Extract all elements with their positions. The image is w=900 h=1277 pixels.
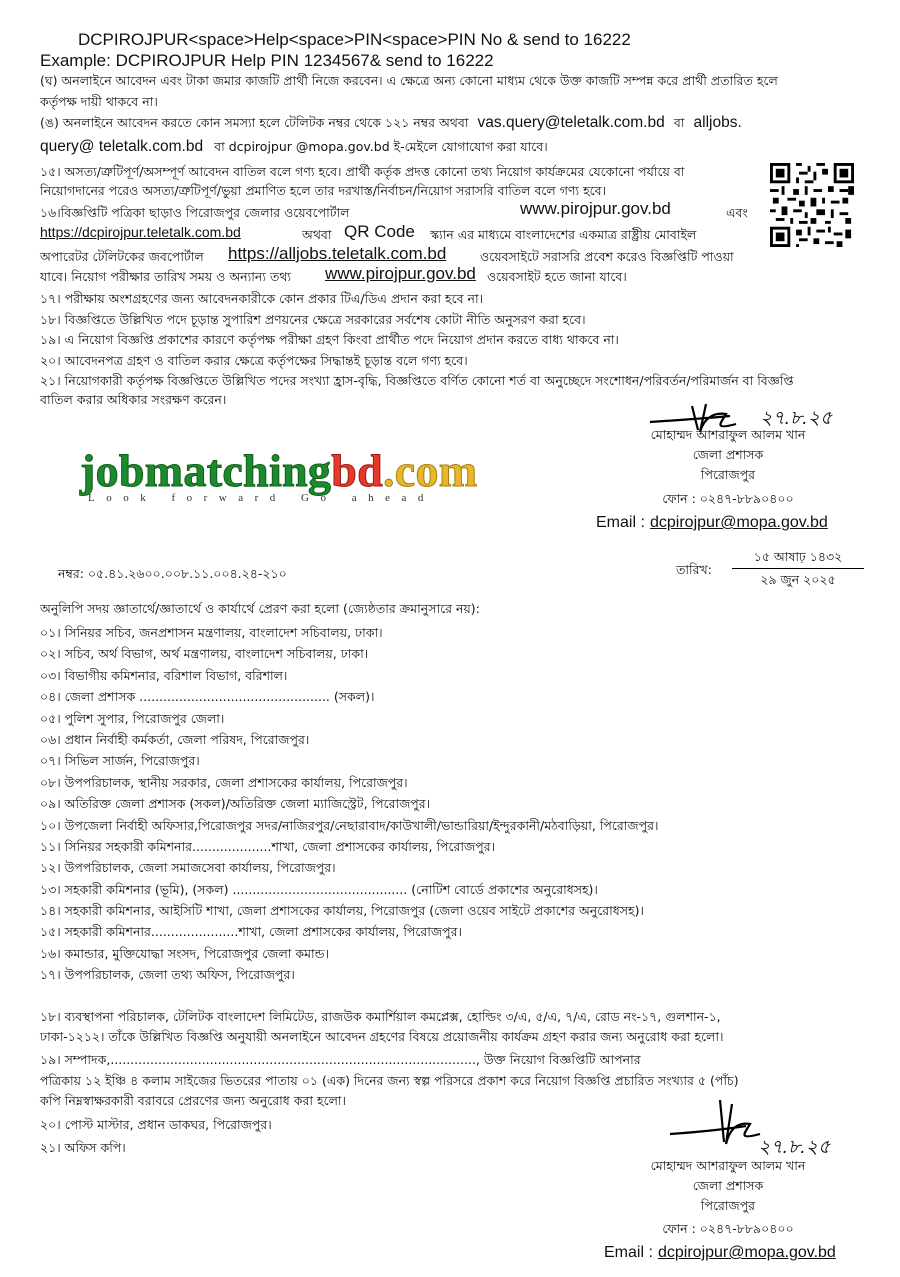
signatory-title: জেলা প্রশাসক [692, 447, 764, 462]
dc-email-link-2[interactable]: dcpirojpur@mopa.gov.bd [658, 1244, 836, 1261]
alljobs-email-part1[interactable]: alljobs. [693, 114, 742, 131]
signatory-name: মোহাম্মদ আশরাফুল আলম খান [650, 427, 806, 442]
cc-item-10: ১০। উপজেলা নির্বাহী অফিসার,পিরোজপুর সদর/নাজিরপুর/নেছারাবাদ/কাউখালী/ভান্ডারিয়া/ইন্দুরকানী/মঠবাড়িয়া, পিরোজপুর। [40, 817, 659, 833]
clause-16-line1 [40, 199, 760, 223]
clause-21-line2: বাতিল করার অধিকার সংরক্ষণ করেন। [40, 392, 227, 407]
signatory-title-2: জেলা প্রশাসক [692, 1178, 764, 1193]
cc-item-19-line1: ১৯। সম্পাদক,............................................................................................, উক্ত নিয়োগ বিজ্ঞপ্তিটি আপনার [40, 1052, 641, 1067]
cc-item-08: ০৮। উপপরিচালক, স্থানীয় সরকার, জেলা প্রশাসকের কার্যালয়, পিরোজপুর। [40, 774, 408, 790]
cc-item-20: ২০। পোস্ট মাস্টার, প্রধান ডাকঘর, পিরোজপুর। [40, 1117, 272, 1132]
signatory-phone: ফোন : ০২৪৭-৮৮৯০৪০০ [662, 491, 794, 506]
cc-item-21: ২১। অফিস কপি। [40, 1140, 126, 1155]
clause-16-operator-text: অপারেটর টেলিটকের জবপোর্টাল [40, 249, 204, 264]
clause-16-website-text: ওয়েবসাইটে সরাসরি প্রবেশ করেও বিজ্ঞপ্তিটি পাওয়া [480, 249, 734, 264]
alljobs-email-part2[interactable]: query@ teletalk.com.bd [40, 138, 204, 155]
cc-heading: অনুলিপি সদয় জ্ঞাতার্থে/জ্ঞাতার্থে ও কার্যার্থে প্রেরণ করা হলো (জ্যেষ্ঠতার ক্রমানুসারে নয়): [40, 601, 480, 616]
clause-16-line2 [40, 222, 760, 246]
cc-item-05: ০৫। পুলিশ সুপার, পিরোজপুর জেলা। [40, 710, 225, 726]
sms-format-line: DCPIROJPUR<space>Help<space>PIN<space>PIN No & send to 16222 [78, 30, 631, 49]
cc-item-13: ১৩। সহকারী কমিশনার (ভূমি), (সকল) ............................................ (নোটিশ বোর্ডে প্রকাশের অনুরোধসহ)। [40, 881, 598, 897]
cc-list [40, 624, 658, 988]
cc-item-03: ০৩। বিভাগীয় কমিশনার, বরিশাল বিভাগ, বরিশাল। [40, 667, 288, 683]
date-bangla: ১৫ আষাঢ় ১৪৩২ [753, 549, 843, 564]
cc-item-04: ০৪। জেলা প্রশাসক ................................................ (সকল)। [40, 689, 375, 705]
cc-item-16: ১৬। কমান্ডার, মুক্তিযোদ্ধা সংসদ, পিরোজপুর জেলা কমান্ড। [40, 945, 330, 961]
cc-item-19-line2: পত্রিকায় ১২ ইঞ্চি ৪ কলাম সাইজের ভিতরের পাতায় ০১ (এক) দিনের জন্য স্বল্প পরিসরে প্রকাশ করে নিয়োগ বিজ্ঞপ্তি প্রচারিত সংখ্যার ৫ (পাঁচ) [40, 1073, 739, 1088]
signatory-district-2: পিরোজপুর [700, 1198, 756, 1213]
clause-20: ২০। আবেদনপত্র গ্রহণ ও বাতিল করার ক্ষেত্রে কর্তৃপক্ষের সিদ্ধান্তই চূড়ান্ত বলে গণ্য হবে। [40, 353, 468, 368]
email-label: Email : [596, 514, 645, 531]
clause-uma-end: বা dcpirojpur @mopa.gov.bd ই-মেইলে যোগাযোগ করা যাবে। [214, 139, 548, 154]
cc-item-19-line3: কপি নিম্নস্বাক্ষরকারী বরাবরে প্রেরণের জন্য অনুরোধ করা হলো। [40, 1093, 347, 1108]
signatory-phone-2: ফোন : ০২৪৭-৮৮৯০৪০০ [662, 1221, 794, 1236]
pirojpur-portal-link-2[interactable]: www.pirojpur.gov.bd [325, 264, 476, 283]
cc-item-17: ১৭। উপপরিচালক, জেলা তথ্য অফিস, পিরোজপুর। [40, 967, 295, 983]
cc-item-09: ০৯। অতিরিক্ত জেলা প্রশাসক (সকল)/অতিরিক্ত জেলা ম্যাজিস্ট্রেট, পিরোজপুর। [40, 796, 431, 812]
cc-item-12: ১২। উপপরিচালক, জেলা সমাজসেবা কার্যালয়, পিরোজপুর। [40, 860, 336, 876]
cc-item-11: ১১। সিনিয়র সহকারী কমিশনার....................শাখা, জেলা প্রশাসকের কার্যালয়, পিরোজপুর। [40, 838, 496, 854]
signature-date: ২৭.৮.২৫ [760, 408, 833, 429]
alljobs-teletalk-link[interactable]: https://alljobs.teletalk.com.bd [228, 244, 447, 263]
signatory-email-row-2 [604, 1242, 836, 1262]
cc-item-06: ০৬। প্রধান নির্বাহী কর্মকর্তা, জেলা পরিষদ, পিরোজপুর। [40, 731, 310, 747]
signatory-district: পিরোজপুর [700, 467, 756, 482]
clause-16-text: ১৬।বিজ্ঞপ্তিটি পত্রিকা ছাড়াও পিরোজপুর জেলার ওয়েবপোর্টাল [40, 205, 350, 220]
pirojpur-portal-link[interactable]: www.pirojpur.gov.bd [520, 199, 671, 218]
clause-15-line2: নিয়োগদানের পরেও অসত্য/ত্রুটিপূর্ণ/ভুয়া প্রমাণিত হলে তার দরখাস্ত/নির্বাচন/নিয়োগ সরাসরি বাতিল বলে গণ্য হবে। [40, 183, 607, 198]
signatory-name-2: মোহাম্মদ আশরাফুল আলম খান [650, 1158, 806, 1173]
cc-item-15: ১৫। সহকারী কমিশনার......................শাখা, জেলা প্রশাসকের কার্যালয়, পিরোজপুর। [40, 924, 462, 940]
date-label: তারিখ: [676, 562, 712, 577]
vas-query-email[interactable]: vas.query@teletalk.com.bd [477, 114, 665, 131]
cc-item-18-line1: ১৮। ব্যবস্থাপনা পরিচালক, টেলিটক বাংলাদেশ লিমিটেড, রাজউক কমার্শিয়াল কমপ্লেক্স, হোল্ডিং ৩/এ, ৫/এ, ৭/এ, রোড নং-১৭, গুলশান-১, [40, 1009, 721, 1024]
clause-gha-line1: (ঘ) অনলাইনে আবেদন এবং টাকা জমার কাজটি প্রার্থী নিজে করবেন। এ ক্ষেত্রে অন্য কোনো মাধ্যম থেকে উক্ত কাজটি সম্পন্ন করে প্রার্থী প্রতারিত হলে [40, 73, 778, 88]
cc-item-14: ১৪। সহকারী কমিশনার, আইসিটি শাখা, জেলা প্রশাসকের কার্যালয়, পিরোজপুর (জেলা ওয়েব সাইটে প্রকাশের অনুরোধসহ)। [40, 903, 644, 919]
dc-email-link[interactable]: dcpirojpur@mopa.gov.bd [650, 514, 828, 531]
clause-16-line4 [40, 264, 820, 288]
clause-uma-line2 [40, 136, 860, 156]
signatory-email-row [596, 512, 828, 532]
jobmatchingbd-logo: jobmatchingbd.com Look forward Go ahead [80, 445, 478, 504]
qr-code-label: QR Code [344, 222, 415, 241]
clause-19: ১৯। এ নিয়োগ বিজ্ঞপ্তি প্রকাশের কারণে কর্তৃপক্ষ পরীক্ষা গ্রহণ কিংবা প্রার্থীত পদে নিয়োগ প্রদান করতে বাধ্য থাকবে না। [40, 332, 619, 347]
clause-17: ১৭। পরীক্ষায় অংশগ্রহণের জন্য আবেদনকারীকে কোন প্রকার টিএ/ডিএ প্রদান করা হবে না। [40, 291, 484, 306]
qr-code-icon [770, 163, 854, 247]
clause-uma-text: (ঙ) অনলাইনে আবেদন করতে কোন সমস্যা হলে টেলিটক নম্বর থেকে ১২১ নম্বর অথবা [40, 115, 469, 130]
clause-16-scan-text: স্ক্যান এর মাধ্যমে বাংলাদেশের একমাত্র রাষ্ট্রীয় মোবাইল [430, 227, 697, 242]
clause-15-line1: ১৫। অসত্য/ত্রুটিপূর্ণ/অসম্পূর্ণ আবেদন বাতিল বলে গণ্য হবে। প্রার্থী কর্তৃক প্রদত্ত কোনো তথ্য নিয়োগ কার্যক্রমের যেকোনো পর্যায়ে বা [40, 164, 685, 179]
clause-16-exam-info: যাবে। নিয়োগ পরীক্ষার তারিখ সময় ও অন্যান্য তথ্য [40, 269, 292, 284]
cc-item-07: ০৭। সিভিল সার্জন, পিরোজপুর। [40, 753, 200, 769]
signature-date-2: ২৭.৮.২৫ [758, 1137, 831, 1158]
clause-gha-line2: কর্তৃপক্ষ দায়ী থাকবে না। [40, 94, 158, 109]
email-label-2: Email : [604, 1244, 653, 1261]
memo-number: নম্বর: ০৫.৪১.২৬০০.০০৮.১১.০০৪.২৪-২১০ [58, 566, 287, 581]
cc-item-01: ০১। সিনিয়র সচিব, জনপ্রশাসন মন্ত্রণালয়, বাংলাদেশ সচিবালয়, ঢাকা। [40, 625, 383, 640]
cc-item-02: ০২। সচিব, অর্থ বিভাগ, অর্থ মন্ত্রণালয়, বাংলাদেশ সচিবালয়, ঢাকা। [40, 646, 369, 662]
clause-21-line1: ২১। নিয়োগকারী কর্তৃপক্ষ বিজ্ঞপ্তিতে উল্লিখিত পদের সংখ্যা হ্রাস-বৃদ্ধি, বিজ্ঞপ্তিতে বর্ণিত কোনো শর্ত বা অনুচ্ছেদে সংশোধন/পরিবর্তন/পরিমার্জন বা বিজ্ঞপ্তি [40, 373, 794, 388]
sms-example-line: Example: DCPIROJPUR Help PIN 1234567& send to 16222 [40, 51, 494, 70]
clause-16-or: অথবা [302, 227, 332, 242]
clause-16-and: এবং [726, 205, 748, 220]
clause-18: ১৮। বিজ্ঞপ্তিতে উল্লিখিত পদে চূড়ান্ত সুপারিশ প্রণয়নের ক্ষেত্রে সরকারের সর্বশেষ কোটা নীতি অনুসরণ করা হবে। [40, 312, 586, 327]
clause-16-website-end: ওয়েবসাইট হতে জানা যাবে। [487, 269, 627, 284]
dcpirojpur-teletalk-link[interactable]: https://dcpirojpur.teletalk.com.bd [40, 224, 241, 240]
date-english: ২৯ জুন ২০২৫ [760, 572, 836, 587]
clause-uma-line1 [40, 112, 860, 136]
cc-item-18-line2: ঢাকা-১২১২। তাঁকে উল্লিখিত বিজ্ঞপ্তি অনুযায়ী অনলাইনে আবেদন গ্রহণের বিষয়ে প্রয়োজনীয় কার্যক্রম গ্রহণ করার জন্য অনুরোধ করা হলো। [40, 1029, 724, 1044]
clause-uma-or: বা [673, 115, 685, 130]
date-divider [732, 568, 864, 569]
